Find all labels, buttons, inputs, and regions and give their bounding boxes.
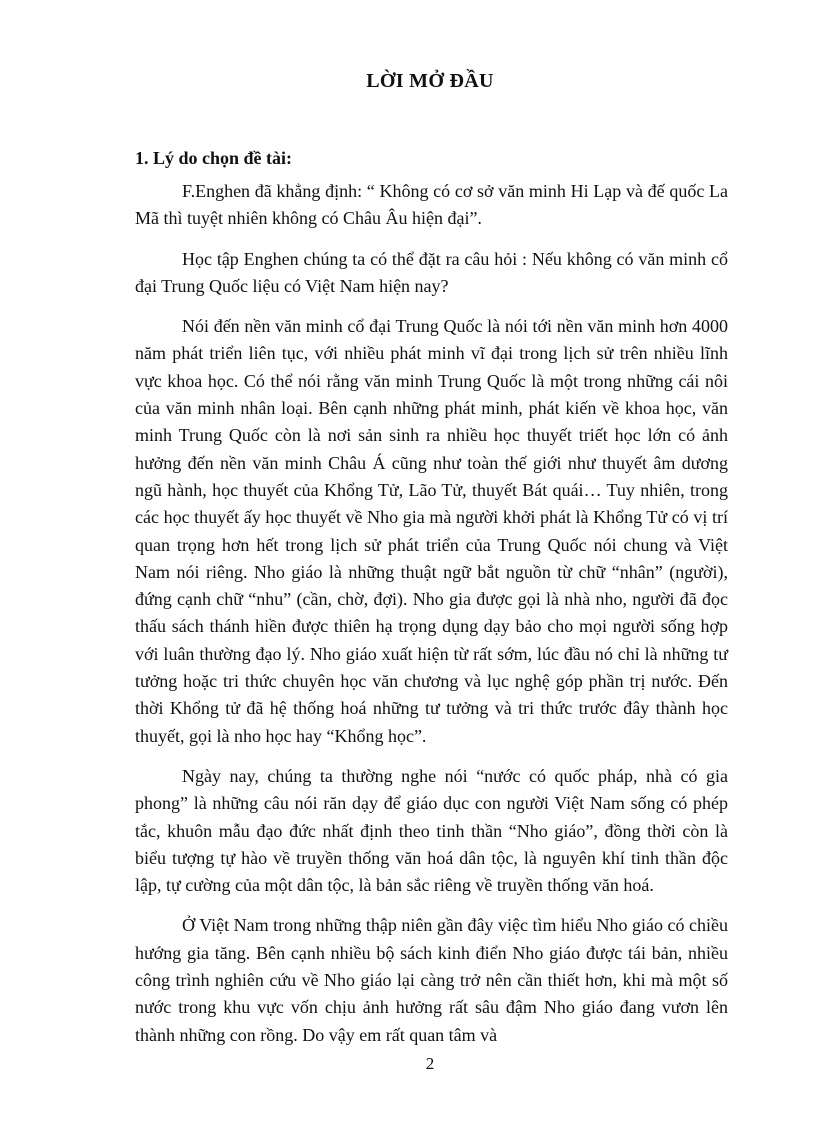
page-title: LỜI MỞ ĐẦU — [366, 70, 494, 92]
paragraph: Học tập Enghen chúng ta có thể đặt ra câu hỏi : Nếu không có văn minh cổ đại Trung Quốc liệu có Việt Nam hiện nay? — [135, 248, 728, 296]
paragraph: Nói đến nền văn minh cổ đại Trung Quốc là nói tới nền văn minh hơn 4000 năm phát triển liên tục, với nhiều phát minh vĩ đại trong lịch sử trên nhiều lĩnh vực khoa học. Có thể nói rằng văn minh Trung Quốc là một trong những cái nôi của văn minh nhân loại. Bên cạnh những phát minh, phát kiến về khoa học, văn minh Trung Quốc còn là nơi sản sinh ra nhiều học thuyết triết học lớn có ảnh hưởng đến nền văn minh Châu Á cũng như toàn thế giới như thuyết âm dương ngũ hành, học thuyết của Khổng Tử, Lão Tử, thuyết Bát quái… Tuy nhiên, trong các học thuyết ấy học thuyết về Nho gia mà người khởi phát là Khổng Tử có vị trí quan trọng hơn hết trong lịch sử phát triển của Trung Quốc nói chung và Việt Nam nói riêng. Nho giáo là những thuật ngữ bắt nguồn từ chữ “nhân” (người), đứng cạnh chữ “nhu” (cần, chờ, đợi). Nho gia được gọi là nhà nho, người đã đọc thấu sách thánh hiền được thiên hạ trọng dụng dạy bảo cho mọi người sống hợp với luân thường đạo lý. Nho giáo xuất hiện từ rất sớm, lúc đầu nó chỉ là những tư tưởng hoặc tri thức chuyên học văn chương và lục nghệ góp phần trị nước. Đến thời Khổng tử đã hệ thống hoá những tư tưởng và tri thức trước đây thành học thuyết, gọi là nho học hay “Khổng học”. — [135, 316, 728, 746]
page-number: 2 — [425, 1054, 435, 1073]
body-text — [135, 178, 728, 1062]
paragraph: Ngày nay, chúng ta thường nghe nói “nước có quốc pháp, nhà có gia phong” là những câu nói răn dạy để giáo dục con người Việt Nam sống có phép tắc, khuôn mẫu đạo đức nhất định theo tinh thần “Nho giáo”, đồng thời còn là biểu tượng tự hào về truyền thống văn hoá dân tộc, là nguyên khí tinh thần độc lập, tự cường của một dân tộc, là bản sắc riêng về truyền thống văn hoá. — [135, 765, 728, 896]
paragraph: F.Enghen đã khẳng định: “ Không có cơ sở văn minh Hi Lạp và đế quốc La Mã thì tuyệt nhiên không có Châu Âu hiện đại”. — [135, 181, 728, 229]
section-heading: 1. Lý do chọn đề tài: — [135, 148, 293, 168]
paragraph: Ở Việt Nam trong những thập niên gần đây việc tìm hiểu Nho giáo có chiều hướng gia tăng. Bên cạnh nhiều bộ sách kinh điển Nho giáo được tái bản, nhiều công trình nghiên cứu về Nho giáo lại càng trở nên cần thiết hơn, khi mà một số nước trong khu vực vốn chịu ảnh hưởng rất sâu đậm Nho giáo đang vươn lên thành những con rồng. Do vậy em rất quan tâm và — [135, 915, 728, 1045]
